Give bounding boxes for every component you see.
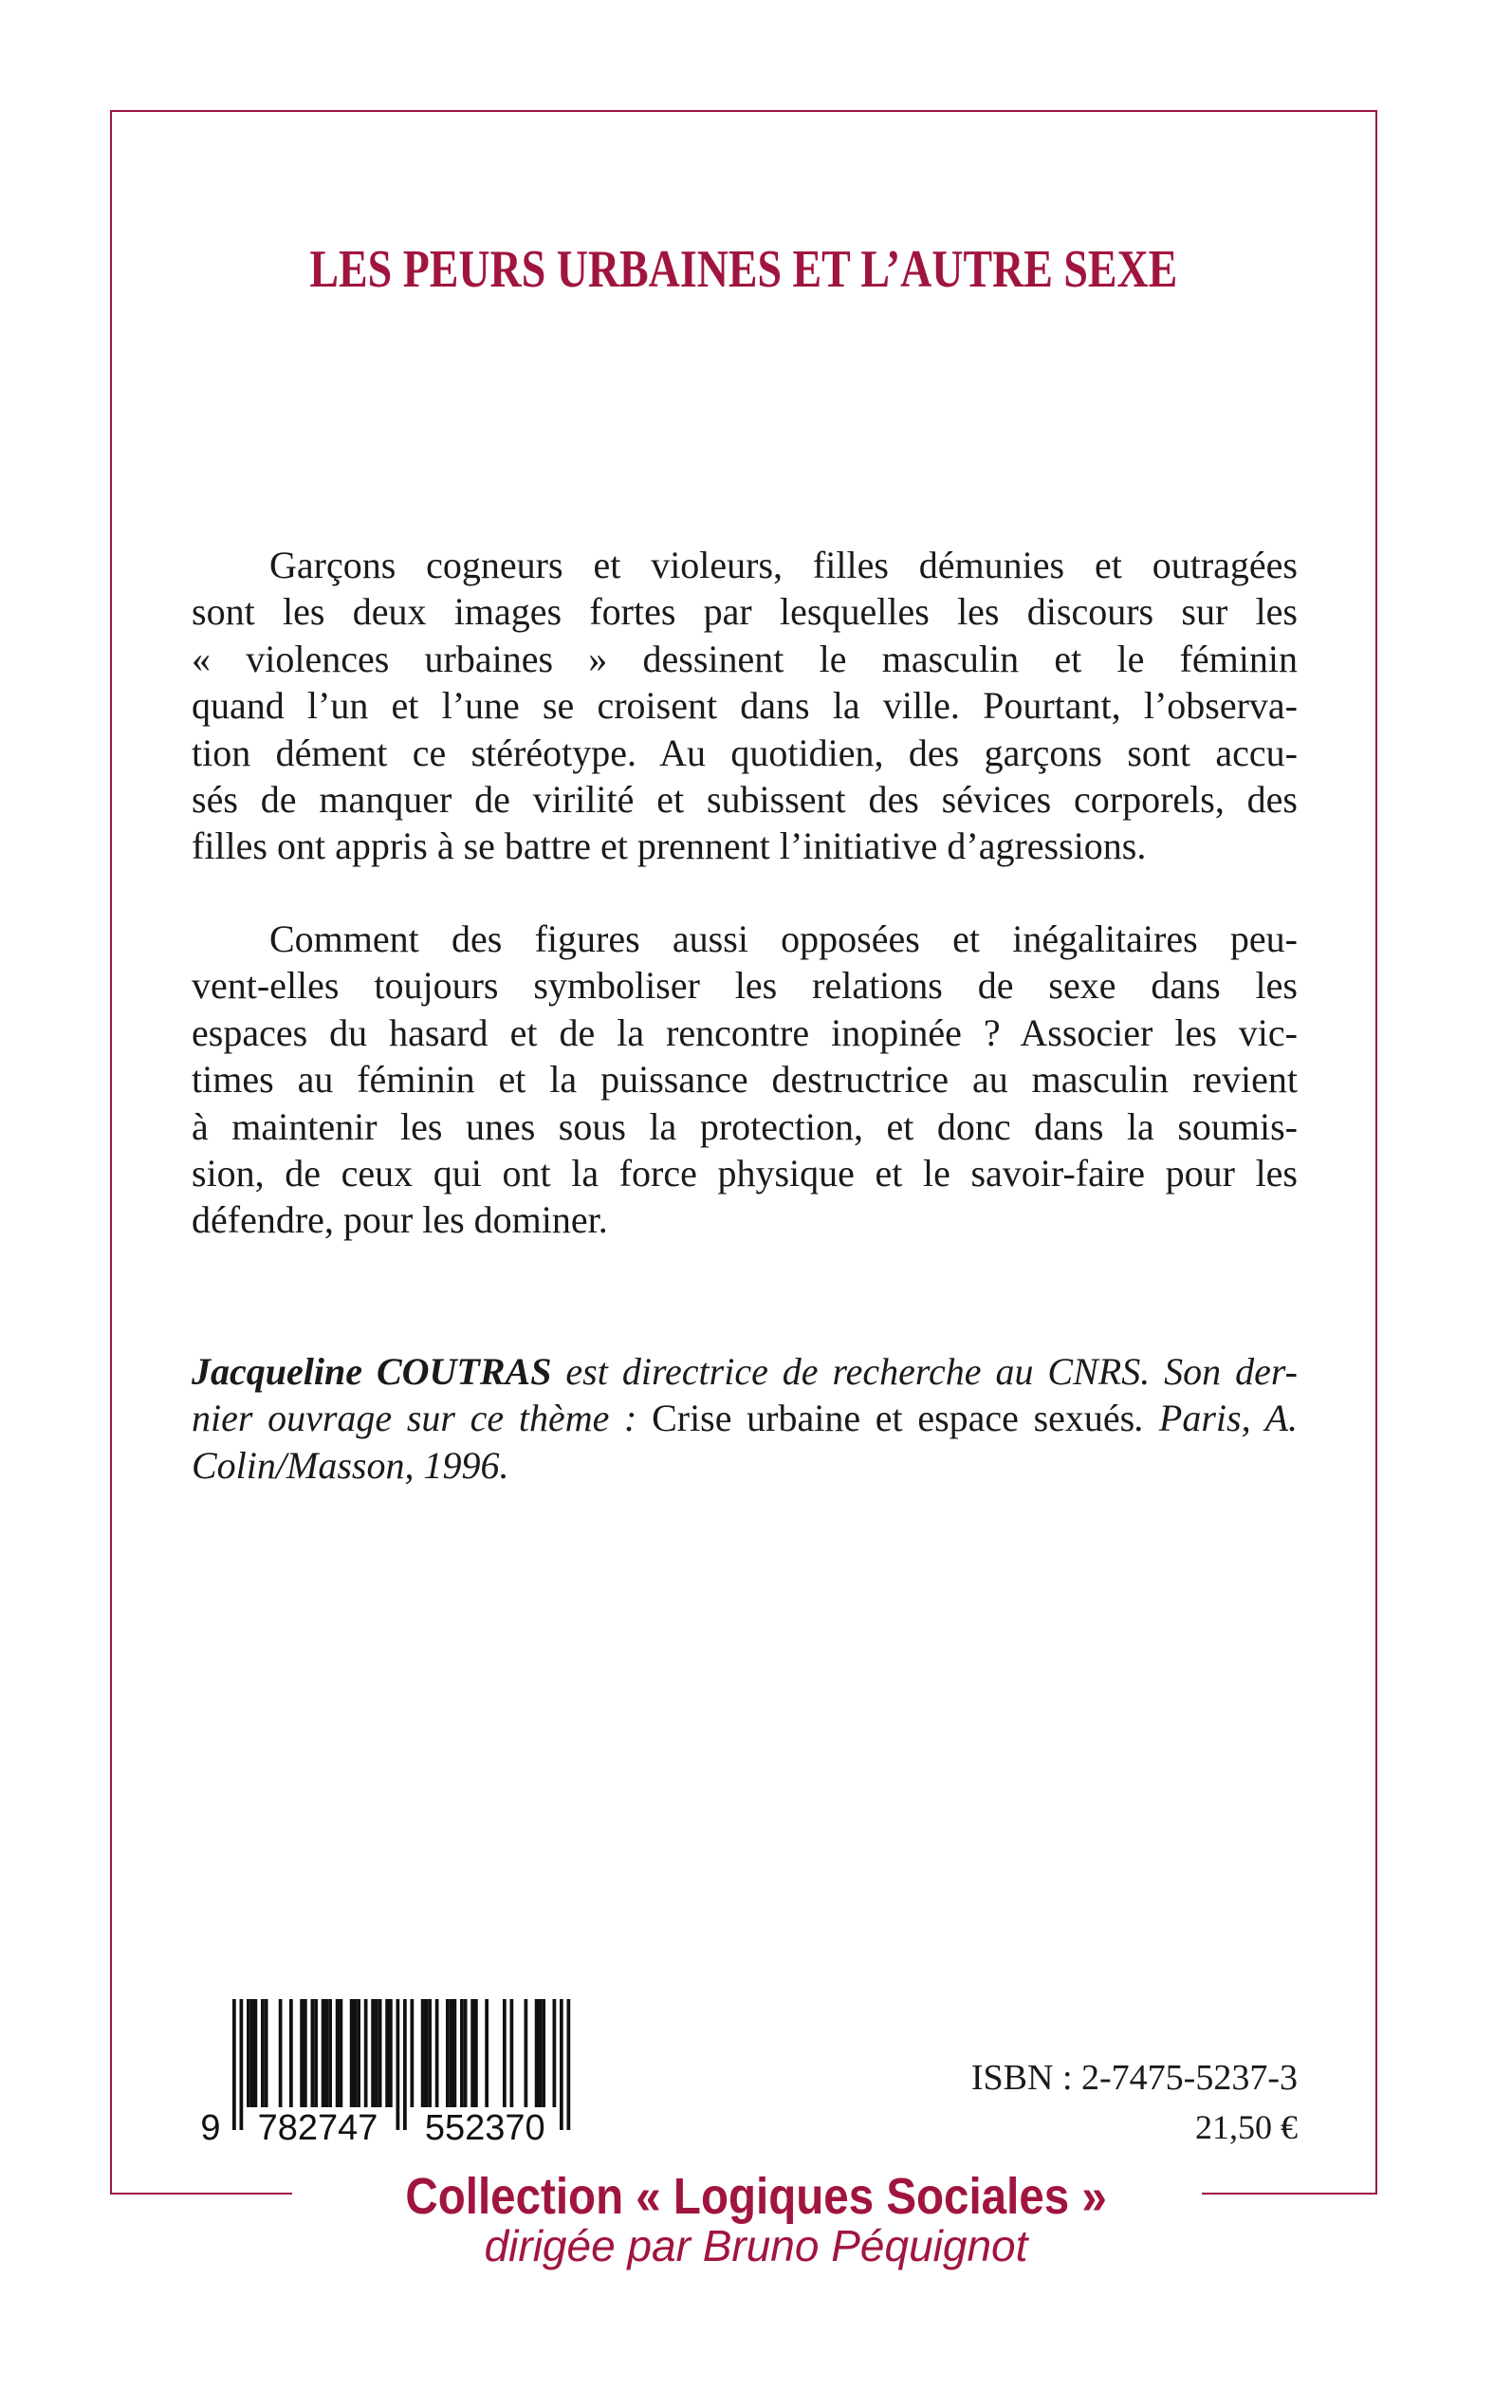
barcode-bar [322, 1999, 325, 2107]
barcode-first-digit: 9 [200, 2108, 221, 2148]
barcode-bar [250, 1999, 254, 2107]
barcode-bar [371, 1999, 375, 2107]
blurb-paragraph-1 [192, 542, 1298, 870]
barcode-bar [354, 1999, 358, 2107]
barcode-bar [314, 1999, 318, 2107]
barcode-right-digits: 552370 [424, 2108, 545, 2148]
text-line: Comment des figures aussi opposées et inégalitaires peu- [269, 917, 1298, 960]
barcode-bar [300, 1999, 304, 2107]
barcode-bar [435, 1999, 439, 2107]
barcode-bar [464, 1999, 468, 2107]
barcode-bar [232, 1999, 236, 2130]
barcode-bar [525, 1999, 528, 2107]
barcode-bar [336, 1999, 340, 2107]
barcode-bar [375, 1999, 378, 2107]
barcode-bar [254, 1999, 258, 2107]
ean13-barcode [190, 1997, 588, 2149]
author-bio-text: nier ouvrage sur ce thème : [192, 1397, 653, 1440]
isbn: ISBN : 2-7475-5237-3 [970, 2058, 1298, 2098]
barcode-bar [539, 1999, 543, 2107]
barcode-bar [289, 1999, 293, 2107]
text-line: quand l’un et l’une se croisent dans la ville. Pourtant, l’observa- [192, 684, 1298, 728]
barcode-bar [470, 1999, 474, 2107]
barcode-bar [421, 1999, 425, 2107]
barcode-bar [428, 1999, 432, 2107]
barcode-bar [560, 1999, 563, 2130]
barcode-bar [450, 1999, 453, 2107]
barcode-bar [350, 1999, 354, 2107]
collection-name-text: Collection « Logiques Sociales » [405, 2168, 1107, 2225]
author-bio-text: . Paris, A. [1134, 1397, 1298, 1440]
text-line: « violences urbaines » dessinent le masculin et le féminin [192, 637, 1298, 680]
text-line: sont les deux images fortes par lesquelles les discours sur les [192, 590, 1298, 634]
book-title [110, 239, 1377, 300]
barcode-bar [340, 1999, 343, 2107]
barcode-bar [411, 1999, 415, 2107]
barcode-bar [385, 1999, 389, 2107]
barcode-bar [453, 1999, 457, 2107]
barcode-left-digits: 782747 [257, 2108, 378, 2148]
barcode-bar [542, 1999, 545, 2107]
price: 21,50 € [1195, 2108, 1298, 2146]
barcode-bar [460, 1999, 464, 2107]
text-line: sés de manquer de virilité et subissent des sévices corporels, des [192, 778, 1298, 822]
barcode-bar [357, 1999, 360, 2107]
barcode-bar [279, 1999, 283, 2107]
barcode-bar [389, 1999, 393, 2107]
text-line: sion, de ceux qui ont la force physique et le savoir-faire pour les [192, 1152, 1298, 1195]
barcode-bar [510, 1999, 514, 2107]
barcode-bar [567, 1999, 571, 2130]
collection-director: dirigée par Bruno Péquignot [484, 2221, 1028, 2270]
barcode-bar [325, 1999, 329, 2107]
barcode-bar [396, 1999, 400, 2130]
barcode-bar [503, 1999, 507, 2107]
barcode-bar [364, 1999, 368, 2107]
text-line: défendre, pour les dominer. [192, 1198, 608, 1242]
book-title-text: LES PEURS URBAINES ET L’AUTRE SEXE [309, 240, 1178, 299]
barcode-bar [446, 1999, 450, 2107]
barcode-bar [553, 1999, 557, 2107]
barcode-bar [328, 1999, 332, 2107]
barcode-bar [485, 1999, 489, 2107]
barcode-bar [378, 1999, 382, 2107]
barcode-bar [425, 1999, 429, 2107]
text-line: Garçons cogneurs et violeurs, filles démunies et outragées [269, 544, 1298, 586]
author-bio-text: est directrice de recherche au CNRS. Son der- [551, 1350, 1298, 1393]
book-reference: Crise urbaine et espace sexués [652, 1397, 1135, 1440]
text-line: times au féminin et la puissance destructrice au masculin revient [192, 1058, 1298, 1102]
barcode-bar [261, 1999, 265, 2107]
author-name: Jacqueline COUTRAS [192, 1350, 552, 1393]
blurb-paragraph-2 [192, 916, 1298, 1244]
barcode-bar [403, 1999, 407, 2130]
text-line: espaces du hasard et de la rencontre inopinée ? Associer les vic- [192, 1010, 1298, 1054]
barcode-bar [304, 1999, 307, 2107]
barcode-bar [311, 1999, 315, 2107]
text-line: filles ont appris à se battre et prennent l’initiative d’agressions. [192, 824, 1147, 868]
author-bio-text: Colin/Masson, 1996. [192, 1443, 509, 1487]
barcode-bar [265, 1999, 268, 2107]
text-line: tion dément ce stéréotype. Au quotidien, des garçons sont accu- [192, 731, 1298, 774]
text-line: vent-elles toujours symboliser les relations de sexe dans les [192, 964, 1298, 1008]
author-bio [192, 1348, 1298, 1489]
barcode-bar [240, 1999, 244, 2130]
barcode-bar [535, 1999, 539, 2107]
collection-name [0, 2167, 1512, 2226]
barcode-bar [247, 1999, 250, 2107]
text-line: à maintenir les unes sous la protection, et donc dans la soumis- [192, 1104, 1298, 1148]
barcode-bar [474, 1999, 478, 2107]
